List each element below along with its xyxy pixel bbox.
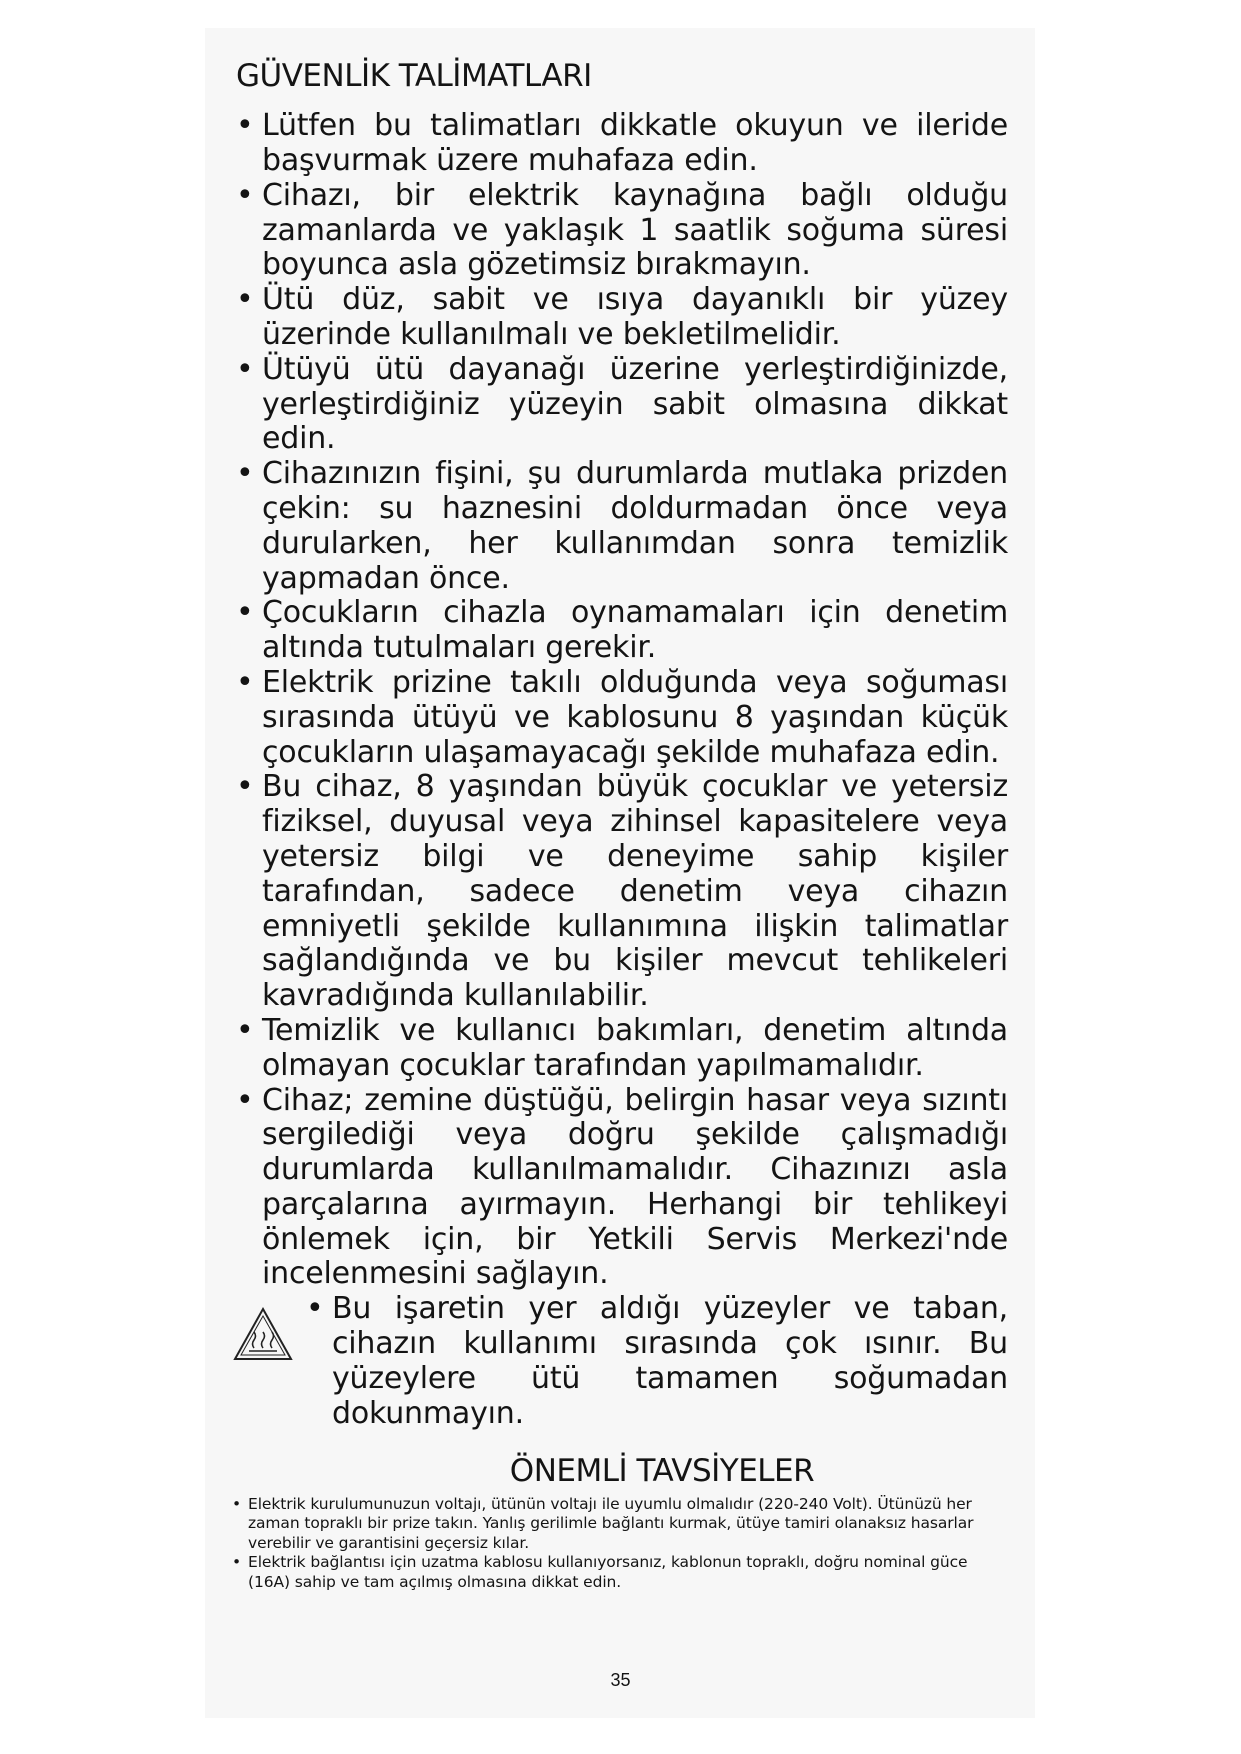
hot-surface-warning-text: • Bu işaretin yer aldığı yüzeyler ve taban, cihazın kullanımı sırasında çok ısınır. Bu yüzeylere ütü tamamen soğumadan dokunmayın. (306, 1292, 1008, 1431)
page-content (236, 58, 1008, 1592)
hot-surface-warning-icon (232, 1306, 294, 1362)
safety-item: • Temizlik ve kullanıcı bakımları, denetim altında olmayan çocuklar tarafından yapılmamalıdır. (236, 1014, 1008, 1084)
safety-item: • Ütü düz, sabit ve ısıya dayanıklı bir yüzey üzerinde kullanılmalı ve bekletilmelidir. (236, 283, 1008, 353)
safety-item: • Cihazınızın fişini, şu durumlarda mutlaka prizden çekin: su haznesini doldurmadan önce veya durularken, her kullanımdan sonra temizlik yapmadan önce. (236, 457, 1008, 596)
advice-item: • Elektrik bağlantısı için uzatma kablosu kullanıyorsanız, kablonun topraklı, doğru nominal güce (16A) sahip ve tam açılmış olmasına dikkat edin. (232, 1553, 1004, 1592)
safety-instructions-list (236, 109, 1008, 1292)
safety-item: • Çocukların cihazla oynamamaları için denetim altında tutulmaları gerekir. (236, 596, 1008, 666)
safety-item: • Bu cihaz, 8 yaşından büyük çocuklar ve yetersiz fiziksel, duyusal veya zihinsel kapasitelere veya yetersiz bilgi ve deneyime sahip kişiler tarafından, sadece denetim veya cihazın emniyetli şekilde kullanımına ilişkin talimatlar sağlandığında ve bu kişiler mevcut tehlikeleri kavradığında kullanılabilir. (236, 770, 1008, 1014)
important-advice-list (232, 1495, 1004, 1593)
safety-item: • Lütfen bu talimatları dikkatle okuyun ve ileride başvurmak üzere muhafaza edin. (236, 109, 1008, 179)
safety-instructions-title: GÜVENLİK TALİMATLARI (236, 58, 592, 94)
page-number: 35 (610, 1670, 631, 1690)
important-advice-title: ÖNEMLİ TAVSİYELER (509, 1453, 815, 1490)
safety-item: • Elektrik prizine takılı olduğunda veya soğuması sırasında ütüyü ve kablosunu 8 yaşından küçük çocukların ulaşamayacağı şekilde muhafaza edin. (236, 666, 1008, 770)
advice-item: • Elektrik kurulumunuzun voltajı, ütünün voltajı ile uyumlu olmalıdır (220-240 Volt). Ütünüzü her zaman topraklı bir prize takın. Yanlış gerilimle bağlantı kurmak, ütüye tamiri olanaksız hasarlar verebilir ve garantisini geçersiz kılar. (232, 1495, 1004, 1554)
hot-surface-warning (236, 1292, 1008, 1431)
safety-item: • Ütüyü ütü dayanağı üzerine yerleştirdiğinizde, yerleştirdiğiniz yüzeyin sabit olmasına dikkat edin. (236, 353, 1008, 457)
safety-item: • Cihazı, bir elektrik kaynağına bağlı olduğu zamanlarda ve yaklaşık 1 saatlik soğuma süresi boyunca asla gözetimsiz bırakmayın. (236, 179, 1008, 283)
safety-item: • Cihaz; zemine düştüğü, belirgin hasar veya sızıntı sergilediği veya doğru şekilde çalışmadığı durumlarda kullanılmamalıdır. Cihazınızı asla parçalarına ayırmayın. Herhangi bir tehlikeyi önlemek için, bir Yetkili Servis Merkezi'nde incelenmesini sağlayın. (236, 1084, 1008, 1293)
